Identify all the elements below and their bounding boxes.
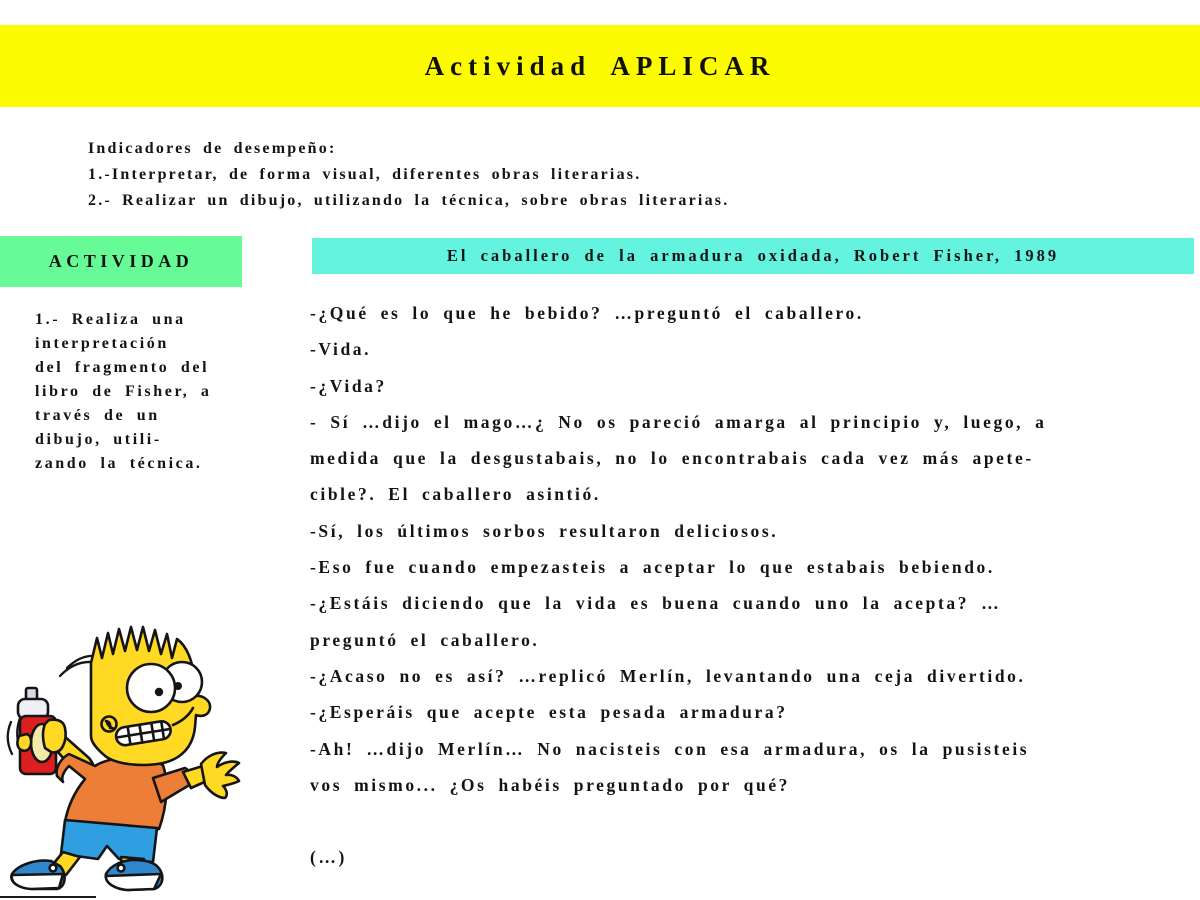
- reading-line: preguntó el caballero.: [310, 629, 540, 650]
- reading-passage: [310, 295, 1170, 875]
- reading-line: -Sí, los últimos sorbos resultaron deliciosos.: [310, 520, 779, 541]
- reading-line: -¿Vida?: [310, 375, 387, 396]
- instruction-line: través de un: [35, 407, 160, 424]
- title-banner: [0, 25, 1200, 107]
- performance-indicators: [88, 136, 1088, 214]
- reading-line: -¿Acaso no es así? …replicó Merlín, levantando una ceja divertido.: [310, 665, 1026, 686]
- reading-line: -Eso fue cuando empezasteis a aceptar lo que estabais bebiendo.: [310, 557, 995, 578]
- activity-label-box: [0, 236, 242, 287]
- instruction-line: interpretación: [35, 335, 169, 352]
- instruction-line: dibujo, utili-: [35, 431, 162, 448]
- indicator-item: 2.- Realizar un dibujo, utilizando la técnica, sobre obras literarias.: [88, 192, 730, 209]
- reading-line: medida que la desgustabais, no lo encontrabais cada vez más apete-: [310, 448, 1034, 469]
- page-title: Actividad APLICAR: [424, 50, 776, 81]
- reading-line: -Vida.: [310, 339, 372, 360]
- indicator-item: 1.-Interpretar, de forma visual, diferentes obras literarias.: [88, 166, 642, 183]
- reading-line: -¿Qué es lo que he bebido? …preguntó el caballero.: [310, 303, 864, 323]
- reading-line: vos mismo... ¿Os habéis preguntado por qué?: [310, 774, 791, 795]
- bart-simpson-illustration: [5, 608, 245, 898]
- reading-line: -Ah! …dijo Merlín… No nacisteis con esa armadura, os la pusisteis: [310, 738, 1030, 759]
- reading-line: -¿Estáis diciendo que la vida es buena cuando uno la acepta? …: [310, 593, 1002, 614]
- reading-title-bar: [312, 238, 1194, 274]
- instruction-line: del fragmento del: [35, 359, 210, 376]
- activity-instruction: [35, 308, 285, 476]
- reading-ellipsis: (…): [310, 847, 347, 868]
- indicators-heading: Indicadores de desempeño:: [88, 140, 337, 157]
- activity-label: ACTIVIDAD: [48, 251, 194, 271]
- reading-line: - Sí …dijo el mago…¿ No os pareció amarga al principio y, luego, a: [310, 411, 1047, 432]
- reading-title: El caballero de la armadura oxidada, Robert Fisher, 1989: [446, 246, 1060, 265]
- instruction-line: libro de Fisher, a: [35, 383, 212, 400]
- page-edge-line: [0, 896, 96, 898]
- reading-line: cible?. El caballero asintió.: [310, 484, 601, 505]
- reading-line: -¿Esperáis que acepte esta pesada armadura?: [310, 702, 788, 723]
- instruction-line: 1.- Realiza una: [35, 311, 186, 328]
- instruction-line: zando la técnica.: [35, 455, 203, 472]
